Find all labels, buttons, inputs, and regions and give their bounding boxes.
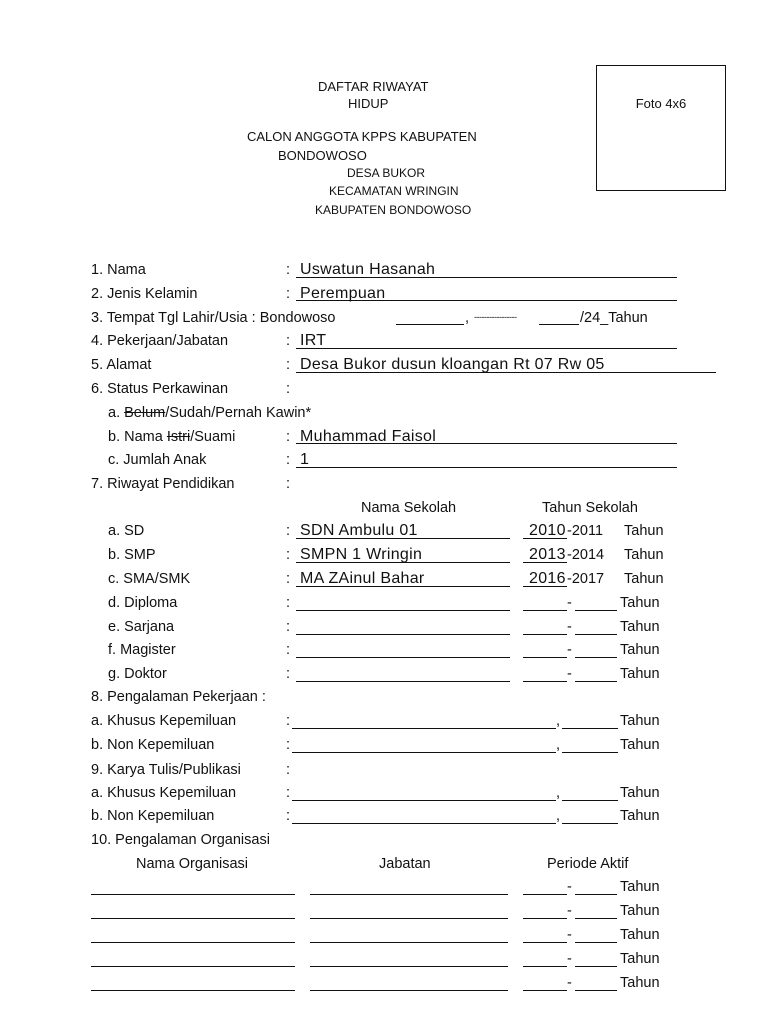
pendidikan-school-name: SMPN 1 Wringin (300, 546, 423, 563)
suami-underline (296, 443, 677, 444)
colon: : (286, 333, 291, 349)
start-year-underline (523, 562, 567, 563)
pekerjaan-value: IRT (300, 332, 327, 349)
periode-dash: - (567, 927, 572, 943)
periode-tahun: Tahun (620, 975, 660, 991)
start-year-underline (523, 610, 567, 611)
periode-end-underline (575, 966, 617, 967)
pendidikan-school-name: SDN Ambulu 01 (300, 522, 418, 539)
nama-value: Uswatun Hasanah (300, 261, 436, 278)
pendidikan-end-year: - (567, 642, 572, 658)
periode-end-underline (575, 894, 617, 895)
col-periode-aktif: Periode Aktif (547, 856, 629, 872)
calon-line-2: BONDOWOSO (278, 148, 367, 163)
pendidikan-start-year: 2016 (529, 570, 566, 587)
pekerjaan-tahun-underline (562, 728, 618, 729)
status-b (108, 429, 235, 445)
karya-tahun: Tahun (620, 808, 660, 824)
colon: : (286, 286, 291, 302)
periode-tahun: Tahun (620, 879, 660, 895)
pendidikan-end-year: - (567, 666, 572, 682)
end-year-underline (575, 634, 617, 635)
colon: : (286, 262, 291, 278)
title-line-1: DAFTAR RIWAYAT (318, 79, 429, 94)
colon: : (286, 547, 291, 563)
periode-end-underline (575, 990, 617, 991)
organisasi-name-underline (91, 966, 295, 967)
col-nama-sekolah: Nama Sekolah (361, 500, 457, 516)
pendidikan-tahun: Tahun (624, 523, 664, 539)
colon: : (286, 642, 291, 658)
end-year-underline (575, 610, 617, 611)
karya-underline (292, 823, 556, 824)
jabatan-underline (310, 990, 508, 991)
organisasi-name-underline (91, 990, 295, 991)
nama-label: 1. Nama (91, 262, 146, 278)
pekerjaan-underline (296, 348, 677, 349)
school-underline (296, 657, 510, 658)
ttl-comma: , (465, 310, 470, 326)
alamat-value: Desa Bukor dusun kloangan Rt 07 Rw 05 (300, 356, 605, 373)
jumlah-anak-value: 1 (300, 451, 310, 468)
colon: : (286, 785, 291, 801)
pekerjaan-tahun-underline (562, 752, 618, 753)
periode-tahun: Tahun (620, 903, 660, 919)
school-underline (296, 634, 510, 635)
organisasi-name-underline (91, 894, 295, 895)
start-year-underline (523, 538, 567, 539)
pengalaman-pekerjaan-label: 8. Pengalaman Pekerjaan : (91, 689, 266, 705)
karya-tulis-label: 9. Karya Tulis/Publikasi (91, 762, 241, 778)
karya-row-label: b. Non Kepemiluan (91, 808, 215, 824)
pendidikan-label: 7. Riwayat Pendidikan (91, 476, 235, 492)
periode-dash: - (567, 951, 572, 967)
periode-start-underline (523, 990, 567, 991)
colon: : (286, 762, 291, 778)
jabatan-underline (310, 918, 508, 919)
photo-box (596, 65, 726, 191)
status-b-struck: Istri (166, 429, 191, 445)
jenis-kelamin-underline (296, 300, 677, 301)
suami-value: Muhammad Faisol (300, 428, 437, 445)
col-nama-organisasi: Nama Organisasi (136, 856, 249, 872)
start-year-underline (523, 586, 567, 587)
colon: : (286, 595, 291, 611)
karya-comma-mark: , (556, 808, 561, 824)
pendidikan-row-label: e. Sarjana (108, 619, 175, 635)
pendidikan-row-label: b. SMP (108, 547, 156, 563)
pekerjaan-underline (292, 752, 556, 753)
ttl-tanggal-underline (396, 324, 464, 325)
school-underline (296, 610, 510, 611)
karya-tahun-underline (562, 823, 618, 824)
ttl-usia: /24_Tahun (580, 310, 648, 326)
start-year-underline (523, 657, 567, 658)
jabatan-underline (310, 966, 508, 967)
colon: : (286, 452, 291, 468)
jabatan-underline (310, 894, 508, 895)
pendidikan-start-year: 2013 (529, 546, 566, 563)
periode-end-underline (575, 918, 617, 919)
pekerjaan-row-label: b. Non Kepemiluan (91, 737, 215, 753)
karya-comma-mark: , (556, 785, 561, 801)
pekerjaan-tahun: Tahun (620, 737, 660, 753)
calon-line-1: CALON ANGGOTA KPPS KABUPATEN (247, 129, 477, 144)
status-a-prefix: a. (108, 405, 121, 421)
organisasi-label: 10. Pengalaman Organisasi (91, 832, 270, 848)
end-year-underline (575, 657, 617, 658)
title-line-2: HIDUP (348, 96, 389, 111)
pendidikan-tahun: Tahun (620, 666, 660, 682)
pendidikan-end-year: -2014 (567, 547, 605, 563)
kecamatan-heading: KECAMATAN WRINGIN (329, 184, 459, 198)
colon: : (286, 381, 291, 397)
colon: : (286, 619, 291, 635)
karya-row-label: a. Khusus Kepemiluan (91, 785, 237, 801)
status-a (108, 405, 311, 421)
colon: : (286, 808, 291, 824)
status-b-prefix: b. Nama (108, 429, 163, 445)
jenis-kelamin-label: 2. Jenis Kelamin (91, 286, 198, 302)
pendidikan-row-label: c. SMA/SMK (108, 571, 191, 587)
status-a-struck: Belum (124, 405, 166, 421)
pendidikan-end-year: -2017 (567, 571, 605, 587)
alamat-underline (296, 372, 716, 373)
ttl-tahun-underline (539, 324, 579, 325)
periode-start-underline (523, 942, 567, 943)
col-tahun-sekolah: Tahun Sekolah (542, 500, 638, 516)
periode-start-underline (523, 918, 567, 919)
pendidikan-tahun: Tahun (620, 595, 660, 611)
school-underline (296, 681, 510, 682)
colon: : (286, 476, 291, 492)
karya-underline (292, 800, 556, 801)
karya-tahun: Tahun (620, 785, 660, 801)
ttl-dashes: ----------------- (474, 312, 517, 322)
pekerjaan-comma-mark: , (556, 737, 561, 753)
colon: : (286, 523, 291, 539)
periode-start-underline (523, 894, 567, 895)
desa-heading: DESA BUKOR (347, 166, 426, 180)
organisasi-name-underline (91, 918, 295, 919)
colon: : (286, 429, 291, 445)
organisasi-name-underline (91, 942, 295, 943)
status-b-rest: /Suami (190, 429, 236, 445)
colon: : (286, 737, 291, 753)
school-underline (296, 586, 510, 587)
ttl-label: 3. Tempat Tgl Lahir/Usia : Bondowoso (91, 310, 336, 326)
pendidikan-start-year: 2010 (529, 522, 566, 539)
school-underline (296, 538, 510, 539)
pendidikan-row-label: d. Diploma (108, 595, 178, 611)
colon: : (286, 357, 291, 373)
pekerjaan-row-label: a. Khusus Kepemiluan (91, 713, 237, 729)
end-year-underline (575, 681, 617, 682)
periode-dash: - (567, 975, 572, 991)
jenis-kelamin-value: Perempuan (300, 285, 386, 302)
periode-tahun: Tahun (620, 927, 660, 943)
periode-tahun: Tahun (620, 951, 660, 967)
colon: : (286, 666, 291, 682)
pekerjaan-underline (292, 728, 556, 729)
nama-underline (296, 277, 677, 278)
start-year-underline (523, 634, 567, 635)
pekerjaan-label: 4. Pekerjaan/Jabatan (91, 333, 229, 349)
pendidikan-row-label: f. Magister (108, 642, 176, 658)
pendidikan-end-year: - (567, 619, 572, 635)
pendidikan-end-year: -2011 (567, 523, 604, 539)
karya-tahun-underline (562, 800, 618, 801)
pendidikan-tahun: Tahun (620, 619, 660, 635)
periode-end-underline (575, 942, 617, 943)
pendidikan-school-name: MA ZAinul Bahar (300, 570, 425, 587)
pendidikan-row-label: a. SD (108, 523, 145, 539)
status-a-rest: /Sudah/Pernah Kawin* (165, 405, 312, 421)
pendidikan-tahun: Tahun (624, 571, 664, 587)
colon: : (286, 713, 291, 729)
jumlah-anak-underline (296, 467, 677, 468)
school-underline (296, 562, 510, 563)
kabupaten-heading: KABUPATEN BONDOWOSO (315, 203, 472, 217)
start-year-underline (523, 681, 567, 682)
periode-start-underline (523, 966, 567, 967)
periode-dash: - (567, 879, 572, 895)
pekerjaan-tahun: Tahun (620, 713, 660, 729)
colon: : (286, 571, 291, 587)
pendidikan-tahun: Tahun (624, 547, 664, 563)
pendidikan-end-year: - (567, 595, 572, 611)
col-jabatan: Jabatan (379, 856, 431, 872)
periode-dash: - (567, 903, 572, 919)
pendidikan-row-label: g. Doktor (108, 666, 167, 682)
status-label: 6. Status Perkawinan (91, 381, 229, 397)
photo-label: Foto 4x6 (635, 96, 687, 111)
alamat-label: 5. Alamat (91, 357, 152, 373)
jabatan-underline (310, 942, 508, 943)
pendidikan-tahun: Tahun (620, 642, 660, 658)
jumlah-anak-label: c. Jumlah Anak (108, 452, 207, 468)
pekerjaan-comma-mark: , (556, 713, 561, 729)
